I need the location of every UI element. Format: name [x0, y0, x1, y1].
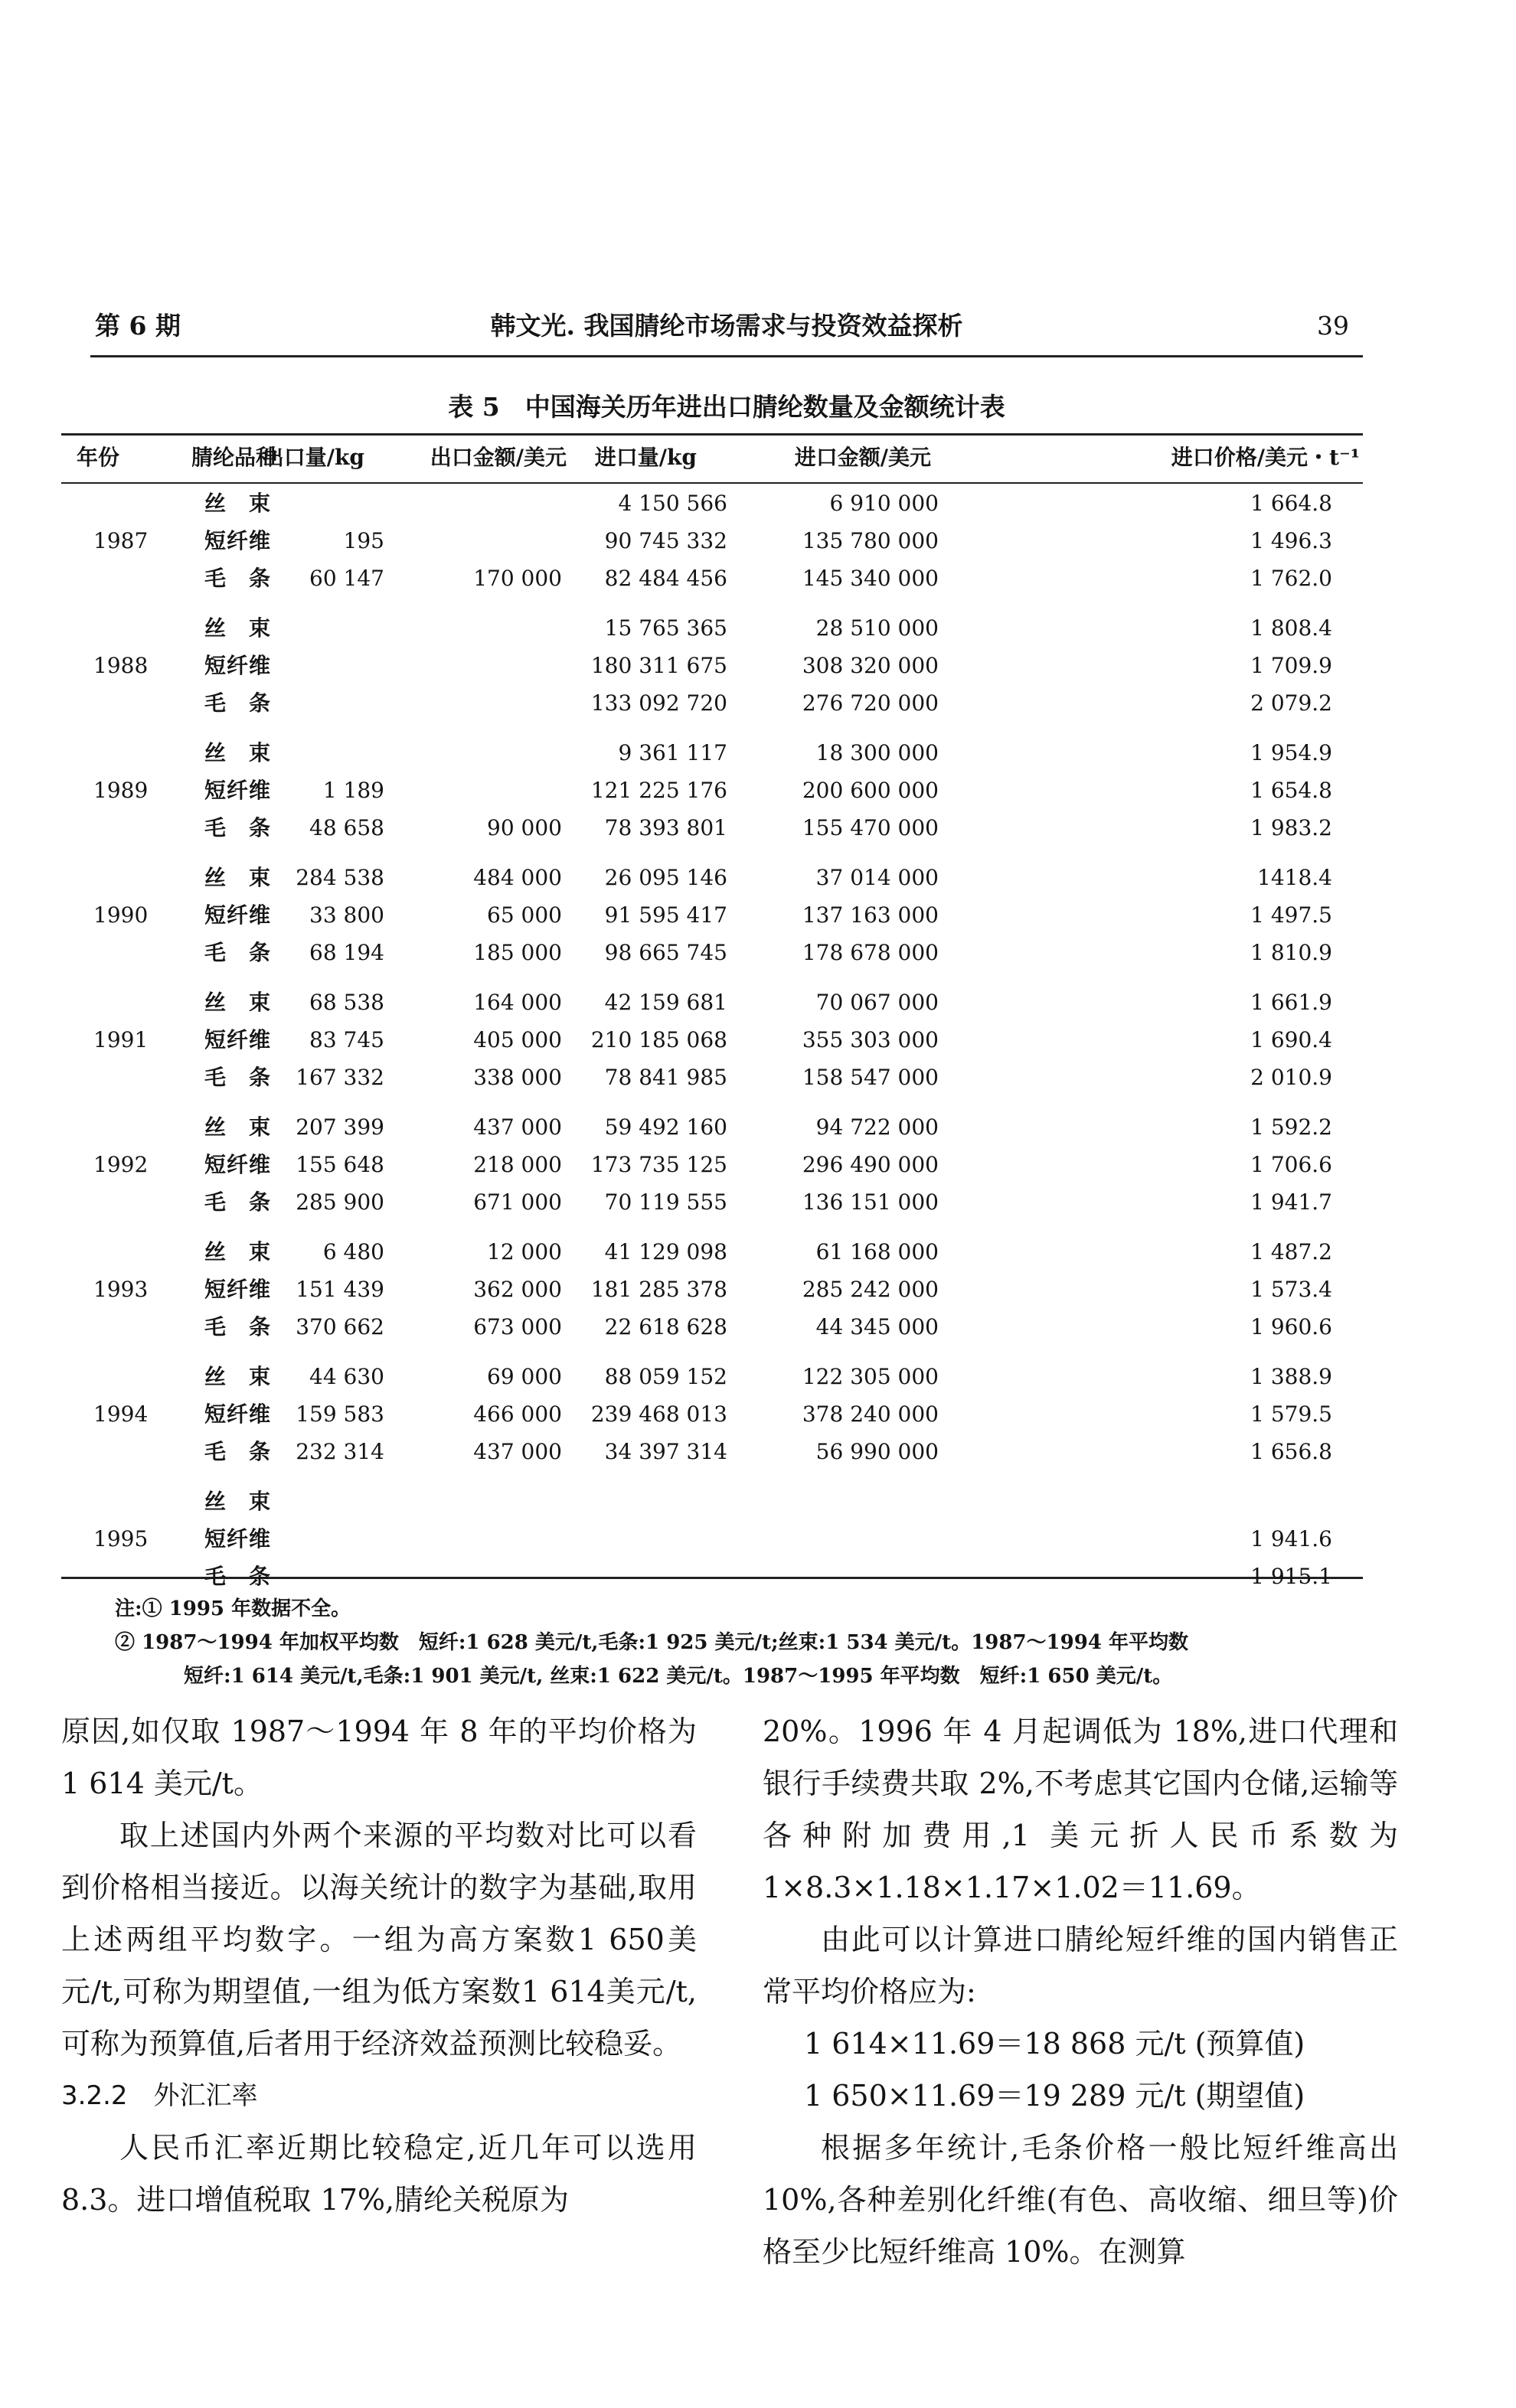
cell-import-qty: 173 735 125: [590, 1152, 727, 1177]
table-title: 表 5 中国海关历年进出口腈纶数量及金额统计表: [448, 392, 1005, 422]
variety-cell: 丝 束: [204, 740, 272, 765]
col-header-import-qty: 进口量/kg: [594, 445, 697, 470]
note-2: ② 1987～1994 年加权平均数 短纤:1 628 美元/t,毛条:1 925 美元/t;丝束:1 534 美元/t。1987～1994 年平均数: [115, 1631, 1188, 1654]
cell-export-amount: 673 000: [473, 1314, 562, 1339]
cell-export-qty: 33 800: [309, 902, 384, 928]
cell-import-qty: 239 468 013: [590, 1401, 727, 1427]
cell-import-amount: 308 320 000: [802, 653, 939, 678]
cell-import-amount: 158 547 000: [802, 1065, 939, 1090]
formula-line: 1 614×11.69＝18 868 元/t (预算值): [804, 2027, 1305, 2061]
issue-number: 第 6 期: [95, 311, 181, 341]
variety-cell: 毛 条: [204, 940, 272, 965]
cell-import-qty: 15 765 365: [604, 615, 727, 641]
cell-import-qty: 91 595 417: [604, 902, 727, 928]
cell-export-qty: 44 630: [309, 1364, 384, 1389]
cell-import-qty: 121 225 176: [590, 778, 727, 803]
cell-import-qty: 78 841 985: [604, 1065, 727, 1090]
year-cell: 1994: [93, 1401, 149, 1427]
year-cell: 1989: [93, 778, 149, 803]
cell-import-qty: 180 311 675: [590, 653, 727, 678]
cell-import-amount: 61 168 000: [815, 1239, 939, 1264]
cell-export-qty: 167 332: [296, 1065, 384, 1090]
cell-import-price: 1 706.6: [1250, 1152, 1332, 1177]
cell-export-amount: 405 000: [473, 1027, 562, 1052]
cell-export-amount: 170 000: [473, 566, 562, 591]
paragraph: 取上述国内外两个来源的平均数对比可以看到价格相当接近。以海关统计的数字为基础,取用上述两组平均数字。一组为高方案数1 650美元/t,可称为期望值,一组为低方案数1 614美元/t,可称为预算值,后者用于经济效益预测比较稳妥。: [61, 1819, 697, 2061]
cell-import-amount: 18 300 000: [815, 740, 939, 765]
cell-export-qty: 1 189: [322, 778, 384, 803]
cell-export-amount: 65 000: [487, 902, 562, 928]
col-header-import-price: 进口价格/美元・t⁻¹: [1171, 445, 1360, 470]
cell-import-price: 1 656.8: [1250, 1439, 1332, 1464]
paragraph: 原因,如仅取 1987～1994 年 8 年的平均价格为 1 614 美元/t。: [61, 1715, 697, 1800]
variety-cell: 丝 束: [204, 491, 272, 516]
cell-import-price: 1 810.9: [1250, 940, 1332, 965]
cell-import-qty: 42 159 681: [604, 990, 727, 1015]
cell-import-amount: 70 067 000: [815, 990, 939, 1015]
cell-import-price: 1 664.8: [1250, 491, 1332, 516]
cell-import-amount: 136 151 000: [802, 1189, 939, 1215]
statistics-table: [61, 433, 1363, 1589]
cell-import-qty: 98 665 745: [604, 940, 727, 965]
cell-import-amount: 137 163 000: [802, 902, 939, 928]
note-2-continued: 短纤:1 614 美元/t,毛条:1 901 美元/t, 丝束:1 622 美元/t。1987～1995 年平均数 短纤:1 650 美元/t。: [184, 1665, 1173, 1688]
formula-line: 1 650×11.69＝19 289 元/t (期望值): [804, 2079, 1305, 2113]
cell-import-amount: 56 990 000: [815, 1439, 939, 1464]
cell-import-qty: 133 092 720: [590, 690, 727, 716]
running-title: 韩文光. 我国腈纶市场需求与投资效益探析: [490, 311, 963, 341]
cell-export-qty: 83 745: [309, 1027, 384, 1052]
cell-export-qty: 159 583: [296, 1401, 384, 1427]
table-top-rule: [61, 433, 1363, 436]
cell-import-amount: 178 678 000: [802, 940, 939, 965]
cell-import-price: 1 654.8: [1250, 778, 1332, 803]
cell-export-amount: 90 000: [487, 815, 562, 840]
cell-import-amount: 155 470 000: [802, 815, 939, 840]
col-header-variety: 腈纶品种: [191, 445, 278, 470]
cell-export-amount: 671 000: [473, 1189, 562, 1215]
cell-import-amount: 37 014 000: [815, 865, 939, 890]
cell-import-qty: 82 484 456: [604, 566, 727, 591]
cell-import-price: 1 496.3: [1250, 528, 1332, 553]
variety-cell: 丝 束: [204, 615, 272, 641]
cell-import-price: 1418.4: [1257, 865, 1332, 890]
cell-import-price: 1 573.4: [1250, 1277, 1332, 1302]
variety-cell: 短纤维: [204, 1526, 272, 1551]
cell-import-price: 2 010.9: [1250, 1065, 1332, 1090]
cell-export-qty: 155 648: [296, 1152, 384, 1177]
variety-cell: 毛 条: [204, 815, 272, 840]
cell-export-amount: 338 000: [473, 1065, 562, 1090]
variety-cell: 丝 束: [204, 1364, 272, 1389]
paragraph: 20%。1996 年 4 月起调低为 18%,进口代理和银行手续费共取 2%,不考虑其它国内仓储,运输等各种附加费用,1 美元折人民币系数为 1×8.3×1.18×1.17×1.02＝11.69。: [763, 1715, 1398, 1904]
cell-export-amount: 466 000: [473, 1401, 562, 1427]
cell-export-qty: 68 538: [309, 990, 384, 1015]
cell-import-qty: 90 745 332: [604, 528, 727, 553]
cell-import-qty: 9 361 117: [618, 740, 727, 765]
cell-import-amount: 6 910 000: [829, 491, 939, 516]
cell-import-qty: 88 059 152: [604, 1364, 727, 1389]
cell-import-price: 1 941.7: [1250, 1189, 1332, 1215]
cell-import-amount: 145 340 000: [802, 566, 939, 591]
col-header-import-amount: 进口金额/美元: [794, 445, 931, 470]
paragraph: 由此可以计算进口腈纶短纤维的国内销售正常平均价格应为:: [763, 1923, 1398, 2008]
cell-import-price: 1 960.6: [1250, 1314, 1332, 1339]
page-number: 39: [1317, 311, 1349, 341]
variety-cell: 毛 条: [204, 690, 272, 716]
cell-import-price: 1 661.9: [1250, 990, 1332, 1015]
col-header-year: 年份: [77, 445, 120, 470]
variety-cell: 短纤维: [204, 1152, 272, 1177]
cell-import-price: 1 690.4: [1250, 1027, 1332, 1052]
body-column-right: [763, 1705, 1398, 2278]
cell-import-qty: 78 393 801: [604, 815, 727, 840]
variety-cell: 短纤维: [204, 1277, 272, 1302]
cell-import-amount: 355 303 000: [802, 1027, 939, 1052]
variety-cell: 短纤维: [204, 902, 272, 928]
cell-import-amount: 44 345 000: [815, 1314, 939, 1339]
cell-import-price: 1 497.5: [1250, 902, 1332, 928]
cell-import-price: 1 941.6: [1250, 1526, 1332, 1551]
variety-cell: 短纤维: [204, 653, 272, 678]
year-cell: 1993: [93, 1277, 149, 1302]
variety-cell: 毛 条: [204, 1564, 272, 1589]
col-header-export-qty: 出口量/kg: [262, 445, 364, 470]
variety-cell: 毛 条: [204, 566, 272, 591]
cell-import-amount: 135 780 000: [802, 528, 939, 553]
cell-export-qty: 195: [343, 528, 384, 553]
cell-import-amount: 378 240 000: [802, 1401, 939, 1427]
cell-export-amount: 12 000: [487, 1239, 562, 1264]
variety-cell: 丝 束: [204, 1239, 272, 1264]
cell-export-qty: 151 439: [296, 1277, 384, 1302]
cell-import-price: 1 983.2: [1250, 815, 1332, 840]
cell-import-amount: 94 722 000: [815, 1114, 939, 1140]
note-1: 注:① 1995 年数据不全。: [115, 1597, 351, 1620]
cell-export-amount: 362 000: [473, 1277, 562, 1302]
variety-cell: 丝 束: [204, 1489, 272, 1514]
cell-import-amount: 122 305 000: [802, 1364, 939, 1389]
cell-import-price: 1 762.0: [1250, 566, 1332, 591]
year-cell: 1990: [93, 902, 149, 928]
cell-import-price: 1 954.9: [1250, 740, 1332, 765]
cell-import-price: 1 592.2: [1250, 1114, 1332, 1140]
cell-import-price: 1 915.1: [1250, 1564, 1332, 1589]
variety-cell: 短纤维: [204, 1401, 272, 1427]
variety-cell: 短纤维: [204, 528, 272, 553]
cell-export-amount: 185 000: [473, 940, 562, 965]
cell-import-qty: 26 095 146: [604, 865, 727, 890]
table-header-rule: [61, 482, 1363, 484]
year-cell: 1987: [93, 528, 149, 553]
cell-import-qty: 4 150 566: [618, 491, 727, 516]
cell-import-amount: 28 510 000: [815, 615, 939, 641]
cell-import-amount: 276 720 000: [802, 690, 939, 716]
cell-export-amount: 218 000: [473, 1152, 562, 1177]
year-cell: 1991: [93, 1027, 149, 1052]
cell-export-qty: 207 399: [296, 1114, 384, 1140]
cell-export-qty: 284 538: [296, 865, 384, 890]
variety-cell: 毛 条: [204, 1439, 272, 1464]
variety-cell: 丝 束: [204, 990, 272, 1015]
cell-import-price: 1 487.2: [1250, 1239, 1332, 1264]
year-cell: 1995: [93, 1526, 149, 1551]
year-cell: 1988: [93, 653, 149, 678]
cell-import-price: 2 079.2: [1250, 690, 1332, 716]
cell-import-price: 1 388.9: [1250, 1364, 1332, 1389]
variety-cell: 短纤维: [204, 778, 272, 803]
cell-export-qty: 6 480: [322, 1239, 384, 1264]
cell-export-amount: 164 000: [473, 990, 562, 1015]
cell-import-qty: 181 285 378: [590, 1277, 727, 1302]
cell-export-amount: 484 000: [473, 865, 562, 890]
variety-cell: 毛 条: [204, 1065, 272, 1090]
section-heading: 3.2.2 外汇汇率: [61, 2080, 258, 2111]
cell-export-amount: 69 000: [487, 1364, 562, 1389]
cell-import-qty: 210 185 068: [590, 1027, 727, 1052]
cell-export-qty: 370 662: [296, 1314, 384, 1339]
cell-export-amount: 437 000: [473, 1439, 562, 1464]
cell-import-price: 1 709.9: [1250, 653, 1332, 678]
variety-cell: 毛 条: [204, 1314, 272, 1339]
col-header-export-amount: 出口金额/美元: [430, 445, 567, 470]
cell-import-amount: 285 242 000: [802, 1277, 939, 1302]
year-cell: 1992: [93, 1152, 149, 1177]
variety-cell: 短纤维: [204, 1027, 272, 1052]
cell-import-price: 1 808.4: [1250, 615, 1332, 641]
running-header: [90, 309, 1363, 357]
cell-import-qty: 22 618 628: [604, 1314, 727, 1339]
cell-import-amount: 200 600 000: [802, 778, 939, 803]
cell-import-price: 1 579.5: [1250, 1401, 1332, 1427]
cell-import-qty: 41 129 098: [604, 1239, 727, 1264]
cell-import-qty: 59 492 160: [604, 1114, 727, 1140]
cell-import-qty: 70 119 555: [604, 1189, 727, 1215]
variety-cell: 毛 条: [204, 1189, 272, 1215]
paragraph: 人民币汇率近期比较稳定,近几年可以选用 8.3。进口增值税取 17%,腈纶关税原为: [61, 2131, 697, 2217]
cell-export-qty: 285 900: [296, 1189, 384, 1215]
cell-import-amount: 296 490 000: [802, 1152, 939, 1177]
table-notes: [115, 1592, 1371, 1693]
cell-export-qty: 68 194: [309, 940, 384, 965]
cell-export-qty: 48 658: [309, 815, 384, 840]
paragraph: 根据多年统计,毛条价格一般比短纤维高出 10%,各种差别化纤维(有色、高收缩、细旦等)价格至少比短纤维高 10%。在测算: [763, 2131, 1398, 2269]
body-column-left: [61, 1705, 697, 2226]
variety-cell: 丝 束: [204, 865, 272, 890]
cell-import-qty: 34 397 314: [604, 1439, 727, 1464]
cell-export-amount: 437 000: [473, 1114, 562, 1140]
cell-export-qty: 60 147: [309, 566, 384, 591]
cell-export-qty: 232 314: [296, 1439, 384, 1464]
variety-cell: 丝 束: [204, 1114, 272, 1140]
